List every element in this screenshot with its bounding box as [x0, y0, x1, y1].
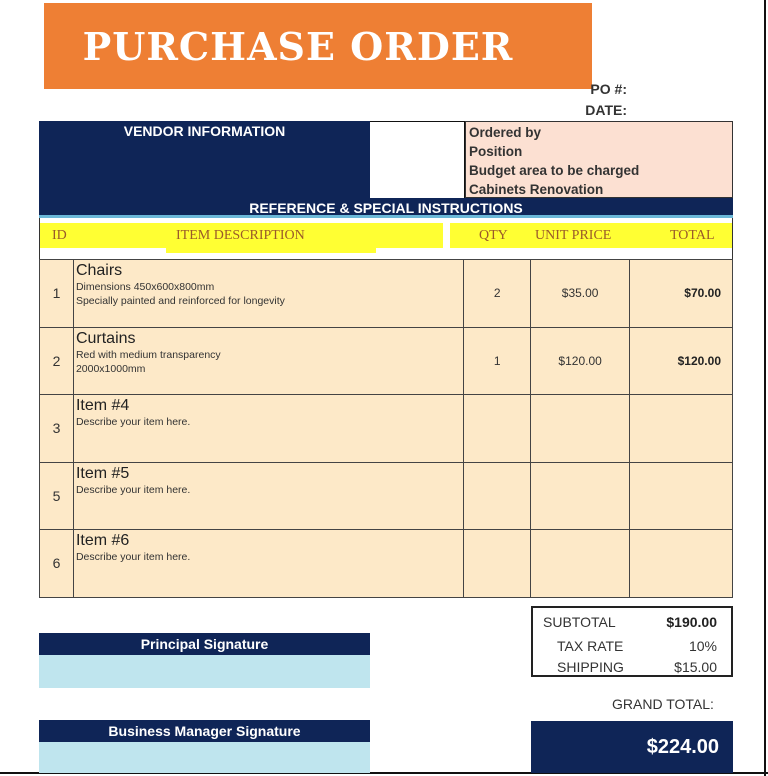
column-header-total: TOTAL — [670, 228, 715, 243]
item-description-cell[interactable] — [73, 530, 463, 598]
page-right-border — [764, 0, 766, 776]
item-qty[interactable] — [464, 530, 531, 598]
item-id: 3 — [40, 395, 74, 463]
grand-total-label: GRAND TOTAL: — [612, 696, 714, 712]
page-title: PURCHASE ORDER — [82, 23, 514, 69]
item-qty[interactable]: 1 — [464, 327, 531, 395]
ordered-by-label: Ordered by — [469, 125, 542, 140]
subtotal-label: SUBTOTAL — [543, 614, 616, 630]
item-name: Item #4 — [75, 397, 130, 414]
reference-instructions-bar — [39, 198, 733, 218]
vendor-information-section — [39, 121, 370, 198]
table-row — [40, 530, 733, 598]
business-manager-signature-header — [39, 720, 370, 742]
subtotal-value: $190.00 — [666, 614, 717, 630]
item-unit-price[interactable]: $35.00 — [531, 260, 630, 328]
item-id: 1 — [40, 260, 74, 328]
item-qty[interactable]: 2 — [464, 260, 531, 328]
vendor-information-label: VENDOR INFORMATION — [123, 123, 286, 139]
business-manager-signature-field[interactable] — [39, 742, 370, 773]
item-name: Item #5 — [75, 464, 130, 482]
item-detail: Describe your item here. — [75, 551, 191, 563]
item-unit-price[interactable] — [531, 530, 630, 598]
budget-area-value: Cabinets Renovation — [469, 182, 604, 197]
business-manager-signature-label: Business Manager Signature — [108, 723, 301, 739]
item-description-cell[interactable] — [73, 395, 463, 463]
grand-total-box — [531, 721, 733, 773]
item-total — [630, 462, 733, 530]
column-header-qty: QTY — [479, 228, 508, 243]
header-highlight-underline — [166, 246, 376, 253]
totals-box — [531, 606, 733, 677]
date-label: DATE: — [585, 102, 627, 118]
item-detail: 2000x1000mm — [75, 362, 146, 375]
item-name: Item #6 — [75, 532, 130, 549]
tax-rate-label: TAX RATE — [557, 638, 624, 654]
item-detail: Red with medium transparency — [75, 348, 221, 361]
item-detail: Describe your item here. — [75, 483, 191, 496]
item-id: 5 — [40, 462, 74, 530]
column-header-description: ITEM DESCRIPTION — [176, 228, 305, 243]
item-detail: Describe your item here. — [75, 416, 191, 428]
principal-signature-label: Principal Signature — [140, 636, 269, 652]
item-total — [630, 530, 733, 598]
item-description-cell[interactable] — [73, 462, 463, 530]
grand-total-value: $224.00 — [646, 736, 719, 758]
tax-rate-value[interactable]: 10% — [688, 638, 717, 654]
po-number-label: PO #: — [590, 81, 627, 97]
item-name: Chairs — [75, 262, 123, 279]
column-header-unit-price: UNIT PRICE — [535, 228, 612, 243]
item-unit-price[interactable] — [531, 462, 630, 530]
item-id: 6 — [40, 530, 74, 598]
table-row — [40, 260, 733, 328]
item-detail: Specially painted and reinforced for longevity — [75, 295, 285, 307]
reference-instructions-label: REFERENCE & SPECIAL INSTRUCTIONS — [249, 200, 523, 216]
items-table — [39, 259, 733, 598]
position-label: Position — [469, 144, 523, 159]
table-row — [40, 462, 733, 530]
item-qty[interactable] — [464, 462, 531, 530]
principal-signature-header — [39, 633, 370, 655]
item-unit-price[interactable]: $120.00 — [531, 327, 630, 395]
table-row — [40, 395, 733, 463]
item-description-cell[interactable] — [73, 327, 463, 395]
item-detail: Dimensions 450x600x800mm — [75, 281, 215, 293]
principal-signature-field[interactable] — [39, 655, 370, 688]
item-description-cell[interactable] — [73, 260, 463, 328]
budget-area-label: Budget area to be charged — [469, 163, 640, 178]
item-name: Curtains — [75, 329, 136, 347]
item-id: 2 — [40, 327, 74, 395]
shipping-value[interactable]: $15.00 — [674, 659, 717, 675]
item-total — [630, 395, 733, 463]
item-total: $120.00 — [630, 327, 733, 395]
vendor-blank-cell[interactable] — [370, 121, 465, 198]
column-header-id: ID — [52, 228, 67, 243]
item-qty[interactable] — [464, 395, 531, 463]
ordered-by-section — [465, 121, 733, 198]
item-total: $70.00 — [630, 260, 733, 328]
table-row — [40, 327, 733, 395]
item-unit-price[interactable] — [531, 395, 630, 463]
title-banner — [44, 3, 592, 89]
shipping-label: SHIPPING — [557, 659, 624, 675]
